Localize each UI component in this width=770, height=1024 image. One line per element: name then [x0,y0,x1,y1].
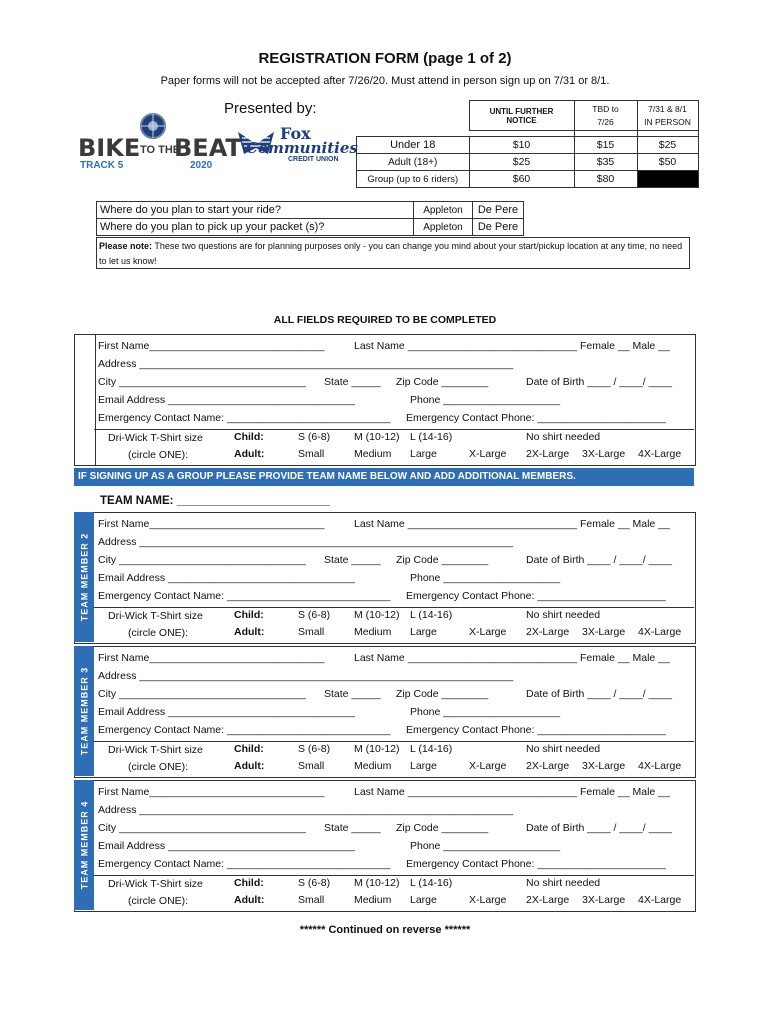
dob-field[interactable]: Date of Birth ____ / ____/ ____ [526,822,672,834]
shirt-option-m[interactable]: M (10-12) [354,431,400,443]
shirt-option-l[interactable]: L (14-16) [410,743,453,755]
shirt-size-label: Dri-Wick T-Shirt size [108,878,203,890]
member-form-4 [0,782,770,912]
member-form-3 [0,648,770,778]
emergency-name-field[interactable]: Emergency Contact Name: ____________________________ [98,858,391,870]
shirt-option-l[interactable]: L (14-16) [410,609,453,621]
team-member-2-label: TEAM MEMBER 2 [74,512,94,642]
shirt-option-3xl[interactable]: 3X-Large [582,894,626,906]
state-field[interactable]: State _____ [324,376,381,388]
shirt-option-m[interactable]: M (10-12) [354,743,400,755]
shirt-option-small[interactable]: Small [298,448,325,460]
email-field[interactable]: Email Address ________________________________ [98,572,355,584]
child-label: Child: [234,431,264,443]
pricing-row-label: Adult (18+) [357,154,470,171]
email-field[interactable]: Email Address ________________________________ [98,706,355,718]
shirt-option-none[interactable]: No shirt needed [526,609,601,621]
emergency-phone-field[interactable]: Emergency Contact Phone: ______________________ [406,590,666,602]
price-cell: $15 [574,137,637,154]
start-question: Where do you plan to start your ride? [97,202,414,219]
pickup-option-appleton[interactable]: Appleton [414,219,473,236]
price-cell: $25 [469,154,574,171]
shirt-option-s[interactable]: S (6-8) [298,431,331,443]
dob-field[interactable]: Date of Birth ____ / ____/ ____ [526,554,672,566]
adult-label: Adult: [234,626,265,638]
shirt-option-xlarge[interactable]: X-Large [469,626,507,638]
shirt-option-large[interactable]: Large [410,894,437,906]
shirt-option-medium[interactable]: Medium [354,448,392,460]
shirt-option-large[interactable]: Large [410,760,437,772]
location-questions [96,201,524,236]
bike-logo-word-1: BIKE [78,134,141,162]
shirt-size-label: Dri-Wick T-Shirt size [108,744,203,756]
presented-by-label: Presented by: [224,100,317,117]
fox-logo-line2: Communities [246,139,358,157]
price-cell: $35 [574,154,637,171]
last-name-gender-field[interactable]: Last Name _____________________________ Female __ Male __ [354,518,670,530]
shirt-option-medium[interactable]: Medium [354,760,392,772]
dob-field[interactable]: Date of Birth ____ / ____/ ____ [526,688,672,700]
city-field[interactable]: City ________________________________ [98,376,306,388]
pricing-table [356,100,699,188]
last-name-gender-field[interactable]: Last Name _____________________________ Female __ Male __ [354,786,670,798]
email-field[interactable]: Email Address ________________________________ [98,394,355,406]
shirt-option-3xl[interactable]: 3X-Large [582,448,626,460]
team-name-field[interactable]: TEAM NAME: ________________________ [100,495,331,507]
member-form-2 [0,514,770,644]
state-field[interactable]: State _____ [324,688,381,700]
pricing-header-until-notice: UNTIL FURTHER NOTICE [469,101,574,131]
adult-label: Adult: [234,894,265,906]
pricing-header-in-person: 7/31 & 8/1 IN PERSON [637,101,698,131]
emergency-name-field[interactable]: Emergency Contact Name: ____________________________ [98,724,391,736]
all-fields-required: ALL FIELDS REQUIRED TO BE COMPLETED [273,314,497,326]
emergency-phone-field[interactable]: Emergency Contact Phone: ______________________ [406,724,666,736]
zip-field[interactable]: Zip Code ________ [396,554,489,566]
group-banner: IF SIGNING UP AS A GROUP PLEASE PROVIDE TEAM NAME BELOW AND ADD ADDITIONAL MEMBERS. [74,468,694,486]
state-field[interactable]: State _____ [324,822,381,834]
shirt-size-instruction: (circle ONE): [128,761,189,773]
bike-logo-year: 2020 [190,160,213,171]
bike-logo-word-3: BEAT [174,134,242,162]
phone-field[interactable]: Phone ____________________ [410,394,561,406]
shirt-size-instruction: (circle ONE): [128,449,189,461]
bike-logo-track: TRACK 5 [80,160,124,171]
pricing-row-label: Under 18 [357,137,470,154]
shirt-size-instruction: (circle ONE): [128,895,189,907]
start-option-appleton[interactable]: Appleton [414,202,473,219]
price-cell: $60 [469,171,574,188]
team-member-4-label: TEAM MEMBER 4 [74,780,94,910]
address-field[interactable]: Address ________________________________________________________________ [98,804,514,816]
price-cell: $25 [637,137,698,154]
zip-field[interactable]: Zip Code ________ [396,376,489,388]
bike-logo-word-2: TO THE [140,144,181,156]
state-field[interactable]: State _____ [324,554,381,566]
last-name-gender-field[interactable]: Last Name _____________________________ Female __ Male __ [354,652,670,664]
shirt-option-l[interactable]: L (14-16) [410,431,453,443]
adult-label: Adult: [234,760,265,772]
shirt-option-s[interactable]: S (6-8) [298,609,331,621]
shirt-option-small[interactable]: Small [298,760,325,772]
team-member-3-label: TEAM MEMBER 3 [74,646,94,776]
deadline-notice: Paper forms will not be accepted after 7/26/20. Must attend in person sign up on 7/31 or 8/1. [160,75,610,87]
dob-field[interactable]: Date of Birth ____ / ____/ ____ [526,376,672,388]
bike-to-the-beat-logo [78,112,242,174]
adult-label: Adult: [234,448,265,460]
shirt-option-none[interactable]: No shirt needed [526,431,601,443]
shirt-option-2xl[interactable]: 2X-Large [526,448,570,460]
child-label: Child: [234,609,264,621]
first-name-field[interactable]: First Name______________________________ [98,652,325,664]
shirt-size-label: Dri-Wick T-Shirt size [108,610,203,622]
phone-field[interactable]: Phone ____________________ [410,706,561,718]
first-name-field[interactable]: First Name______________________________ [98,786,325,798]
pricing-row [357,171,699,188]
shirt-size-instruction: (circle ONE): [128,627,189,639]
zip-field[interactable]: Zip Code ________ [396,822,489,834]
price-cell: $50 [637,154,698,171]
pricing-row-label: Group (up to 6 riders) [357,171,470,188]
phone-field[interactable]: Phone ____________________ [410,840,561,852]
fox-logo-line1: Fox [280,124,311,143]
shirt-option-none[interactable]: No shirt needed [526,743,601,755]
shirt-option-3xl[interactable]: 3X-Large [582,760,626,772]
child-label: Child: [234,743,264,755]
shirt-option-2xl[interactable]: 2X-Large [526,894,570,906]
shirt-option-s[interactable]: S (6-8) [298,743,331,755]
price-cell: $10 [469,137,574,154]
page-title: REGISTRATION FORM (page 1 of 2) [258,50,512,67]
pickup-option-depere[interactable]: De Pere [473,219,524,236]
shirt-option-xlarge[interactable]: X-Large [469,448,507,460]
shirt-option-4xl[interactable]: 4X-Large [638,448,682,460]
fox-logo-line3: CREDIT UNION [288,156,339,163]
emergency-name-field[interactable]: Emergency Contact Name: ____________________________ [98,412,391,424]
pickup-question: Where do you plan to pick up your packet (s)? [97,219,414,236]
address-field[interactable]: Address ________________________________________________________________ [98,536,514,548]
continued-footer: ****** Continued on reverse ****** [299,924,471,936]
shirt-option-large[interactable]: Large [410,448,437,460]
shirt-option-none[interactable]: No shirt needed [526,877,601,889]
pricing-row [357,154,699,171]
pricing-header-tbd: TBD to 7/26 [574,101,637,131]
shirt-option-4xl[interactable]: 4X-Large [638,760,682,772]
price-cell-blacked-out [637,171,698,188]
emergency-phone-field[interactable]: Emergency Contact Phone: ______________________ [406,412,666,424]
child-label: Child: [234,877,264,889]
address-field[interactable]: Address ________________________________________________________________ [98,358,514,370]
city-field[interactable]: City ________________________________ [98,688,306,700]
phone-field[interactable]: Phone ____________________ [410,572,561,584]
city-field[interactable]: City ________________________________ [98,822,306,834]
shirt-option-xlarge[interactable]: X-Large [469,894,507,906]
shirt-option-small[interactable]: Small [298,894,325,906]
address-field[interactable]: Address ________________________________________________________________ [98,670,514,682]
shirt-option-large[interactable]: Large [410,626,437,638]
shirt-option-medium[interactable]: Medium [354,894,392,906]
first-name-field[interactable]: First Name______________________________ [98,518,325,530]
shirt-option-2xl[interactable]: 2X-Large [526,626,570,638]
shirt-option-small[interactable]: Small [298,626,325,638]
city-field[interactable]: City ________________________________ [98,554,306,566]
shirt-option-m[interactable]: M (10-12) [354,877,400,889]
planning-note: Please note: These two questions are for planning purposes only - you can change you mind about your start/pickup location at any time, no need to let us know! [96,237,690,269]
member-form-1 [0,336,770,466]
shirt-option-m[interactable]: M (10-12) [354,609,400,621]
shirt-option-medium[interactable]: Medium [354,626,392,638]
shirt-option-4xl[interactable]: 4X-Large [638,894,682,906]
email-field[interactable]: Email Address ________________________________ [98,840,355,852]
shirt-option-s[interactable]: S (6-8) [298,877,331,889]
start-option-depere[interactable]: De Pere [473,202,524,219]
first-name-field[interactable]: First Name______________________________ [98,340,325,352]
price-cell: $80 [574,171,637,188]
shirt-option-2xl[interactable]: 2X-Large [526,760,570,772]
shirt-option-xlarge[interactable]: X-Large [469,760,507,772]
shirt-option-4xl[interactable]: 4X-Large [638,626,682,638]
pricing-row [357,137,699,154]
fox-communities-logo [236,124,358,166]
emergency-phone-field[interactable]: Emergency Contact Phone: ______________________ [406,858,666,870]
zip-field[interactable]: Zip Code ________ [396,688,489,700]
shirt-option-3xl[interactable]: 3X-Large [582,626,626,638]
shirt-option-l[interactable]: L (14-16) [410,877,453,889]
shirt-size-label: Dri-Wick T-Shirt size [108,432,203,444]
last-name-gender-field[interactable]: Last Name _____________________________ Female __ Male __ [354,340,670,352]
emergency-name-field[interactable]: Emergency Contact Name: ____________________________ [98,590,391,602]
